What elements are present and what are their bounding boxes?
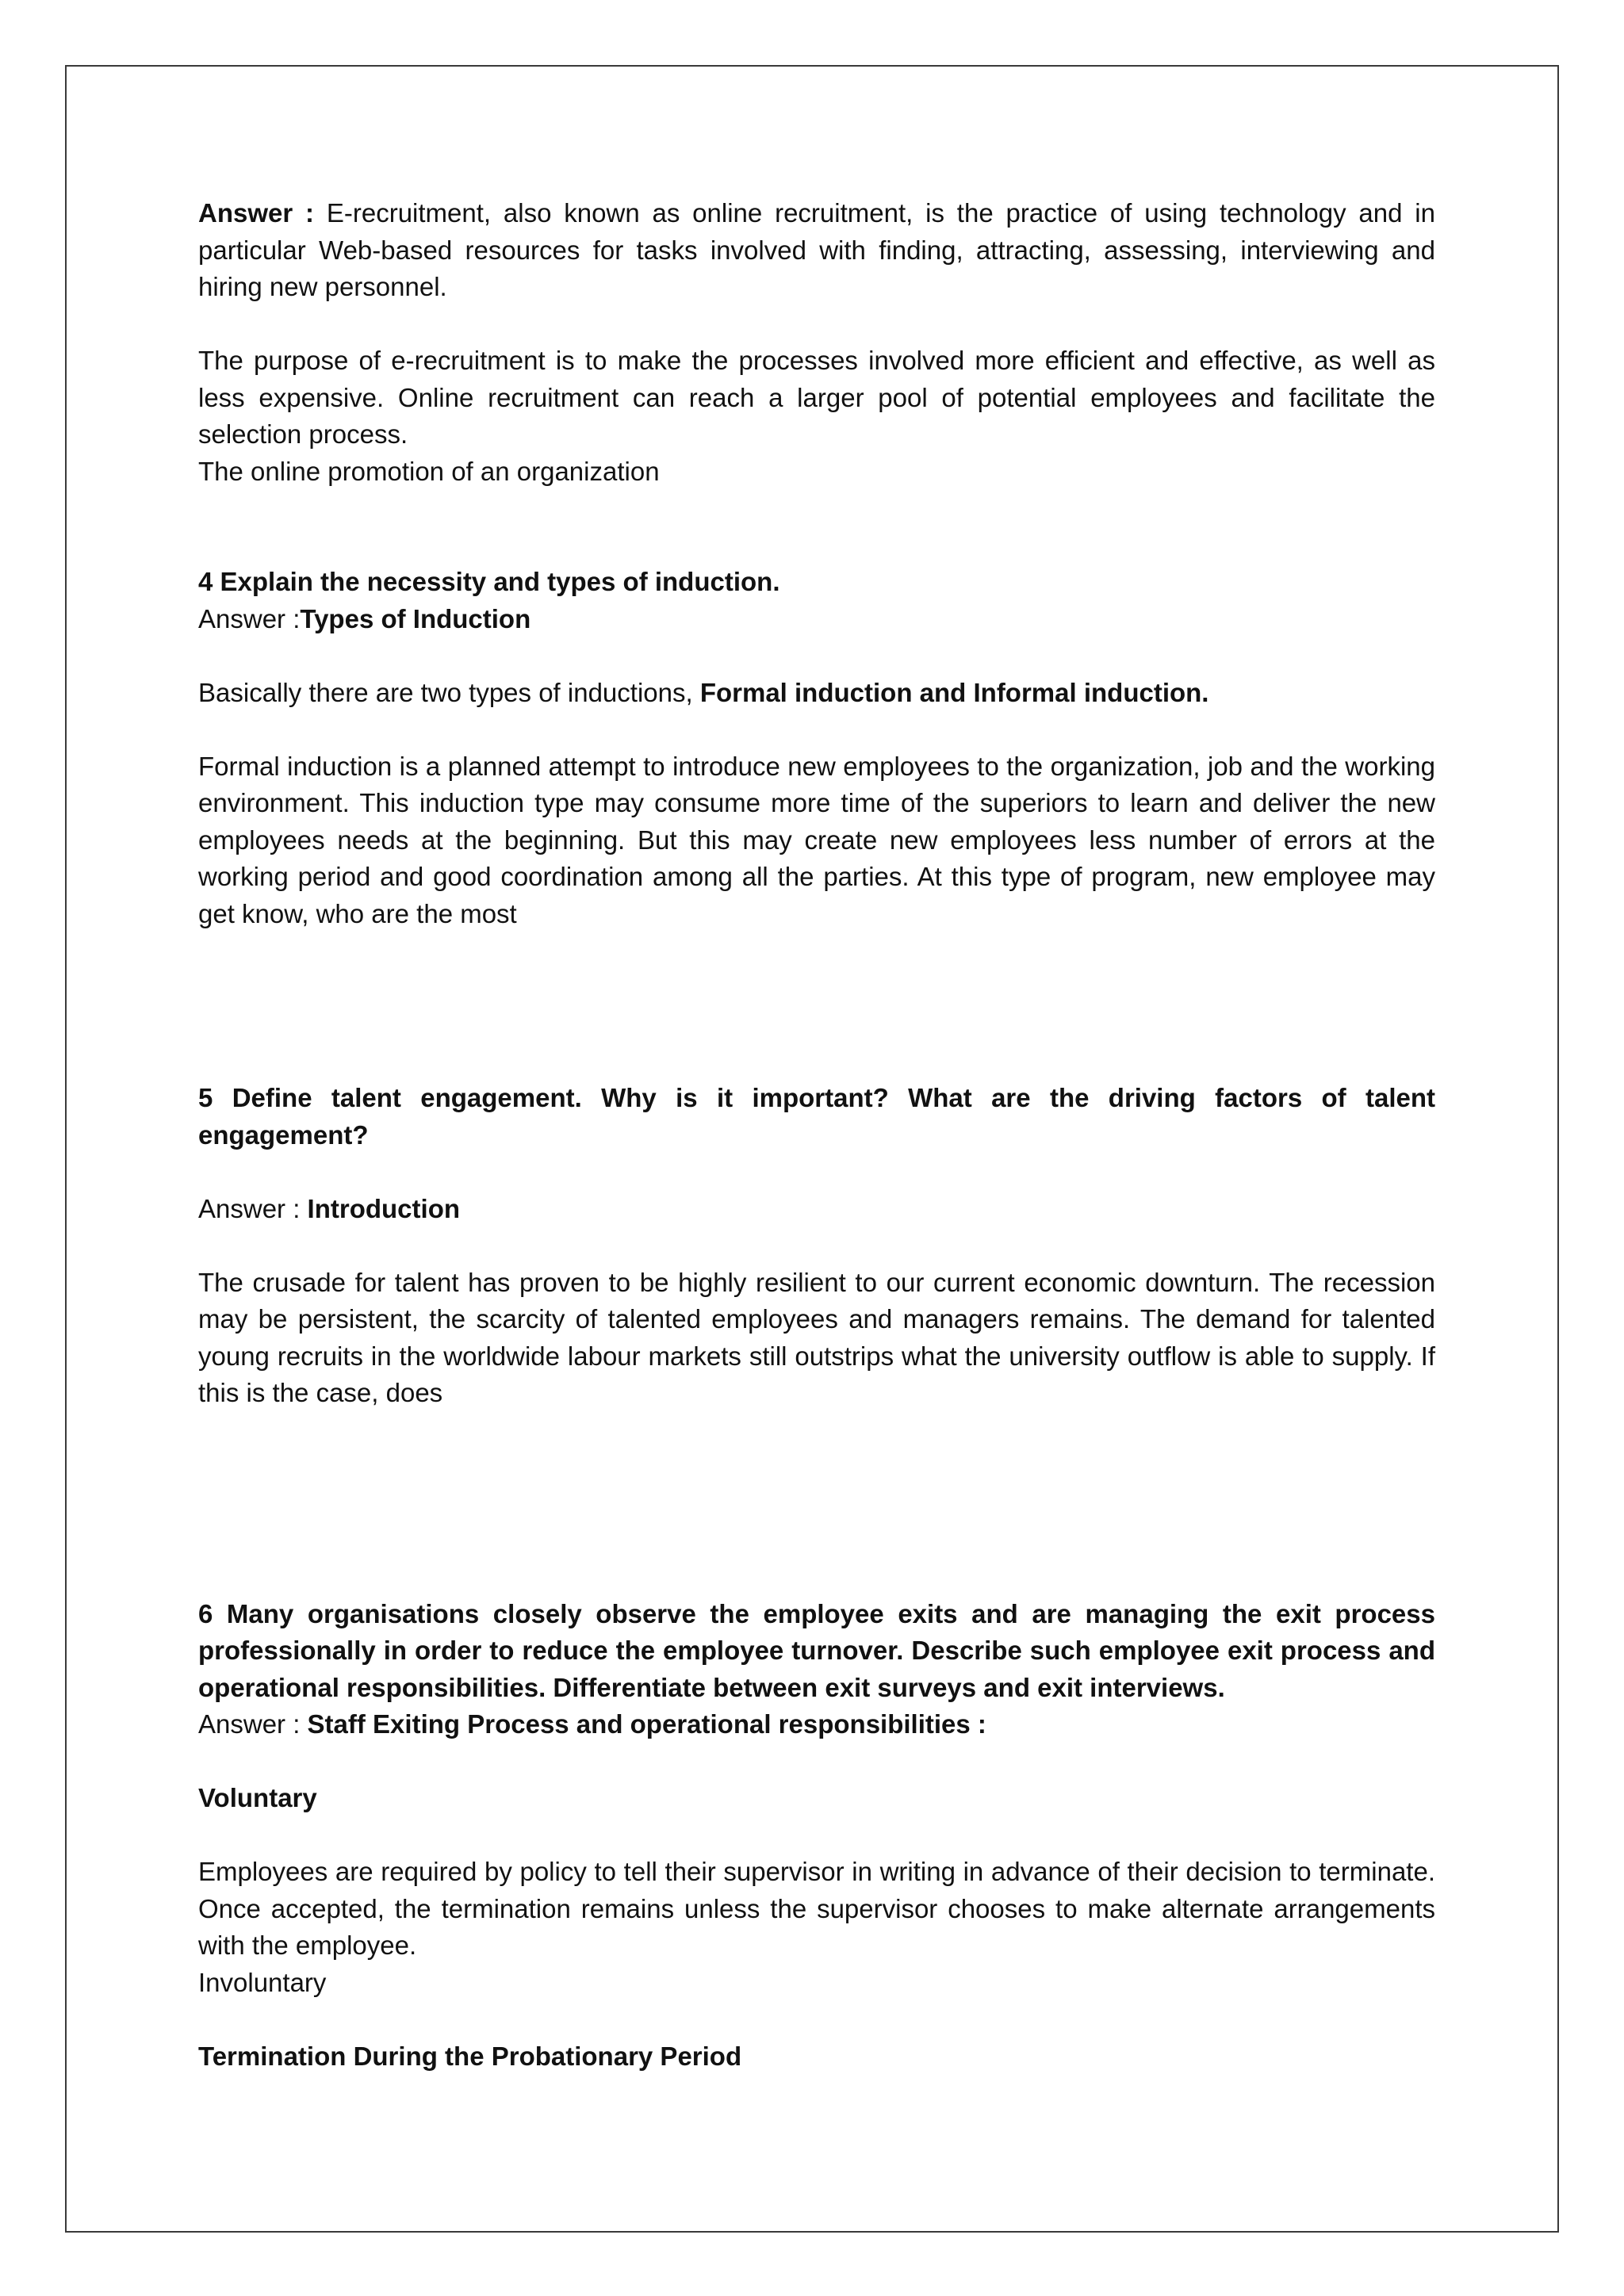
q3-paragraph-2: The purpose of e-recruitment is to make the processes involved more efficient and effective, as well as less expensive. Online recruitment can reach a larger pool of potential employees and facilitate the selection process. bbox=[198, 346, 1435, 449]
answer-prefix: Answer : bbox=[198, 1193, 308, 1223]
q4-paragraph-1 bbox=[198, 675, 1435, 712]
answer-prefix: Answer : bbox=[198, 603, 301, 633]
q5-paragraph-1: The crusade for talent has proven to be highly resilient to our current economic downturn. The recession may be persistent, the scarcity of talented employees and managers remains. The demand for talented young recruits in the worldwide labour markets still outstrips what the university outflow is able to supply. If this is the case, does bbox=[198, 1267, 1435, 1407]
answer-prefix: Answer : bbox=[198, 1709, 308, 1739]
q3-paragraph-3: The online promotion of an organization bbox=[198, 456, 660, 486]
probation-heading: Termination During the Probationary Period bbox=[198, 2041, 742, 2071]
voluntary-paragraph: Employees are required by policy to tell their supervisor in writing in advance of their decision to terminate. Once accepted, the termination remains unless the supervisor chooses to make alternate arrangements with the employee. bbox=[198, 1857, 1435, 1960]
q4-question: 4 Explain the necessity and types of induction. bbox=[198, 567, 780, 596]
answer-label: Answer : bbox=[198, 198, 315, 228]
q6-question: 6 Many organisations closely observe the employee exits and are managing the exit process professionally in order to reduce the employee turnover. Describe such employee exit process and operational responsibilities. Differentiate between exit surveys and exit interviews. bbox=[198, 1598, 1435, 1702]
paragraph-bold: Formal induction and Informal induction. bbox=[699, 677, 1209, 707]
q5-answer-line bbox=[198, 1191, 1435, 1228]
answer-heading: Staff Exiting Process and operational responsibilities : bbox=[307, 1709, 986, 1739]
document-body bbox=[198, 195, 1435, 2075]
q6-answer-line bbox=[198, 1706, 1435, 1743]
answer-heading: Types of Induction bbox=[300, 603, 531, 633]
q4-answer-line bbox=[198, 601, 1435, 638]
q5-question: 5 Define talent engagement. Why is it important? What are the driving factors of talent engagement? bbox=[198, 1083, 1435, 1150]
answer-text: E-recruitment, also known as online recruitment, is the practice of using technology and in particular Web-based resources for tasks involved with finding, attracting, assessing, interviewing and hiring new personnel. bbox=[198, 198, 1435, 301]
voluntary-heading: Voluntary bbox=[198, 1783, 317, 1812]
q3-answer-paragraph bbox=[198, 195, 1435, 306]
paragraph-text: Basically there are two types of inductions, bbox=[198, 677, 700, 707]
answer-heading: Introduction bbox=[307, 1193, 461, 1223]
q4-paragraph-2: Formal induction is a planned attempt to introduce new employees to the organization, job and the working environment. This induction type may consume more time of the superiors to learn and deliver the new employees needs at the beginning. But this may create new employees less number of errors at the working period and good coordination among all the parties. At this type of program, new employee may get know, who are the most bbox=[198, 751, 1435, 928]
involuntary-label: Involuntary bbox=[198, 1967, 327, 1997]
